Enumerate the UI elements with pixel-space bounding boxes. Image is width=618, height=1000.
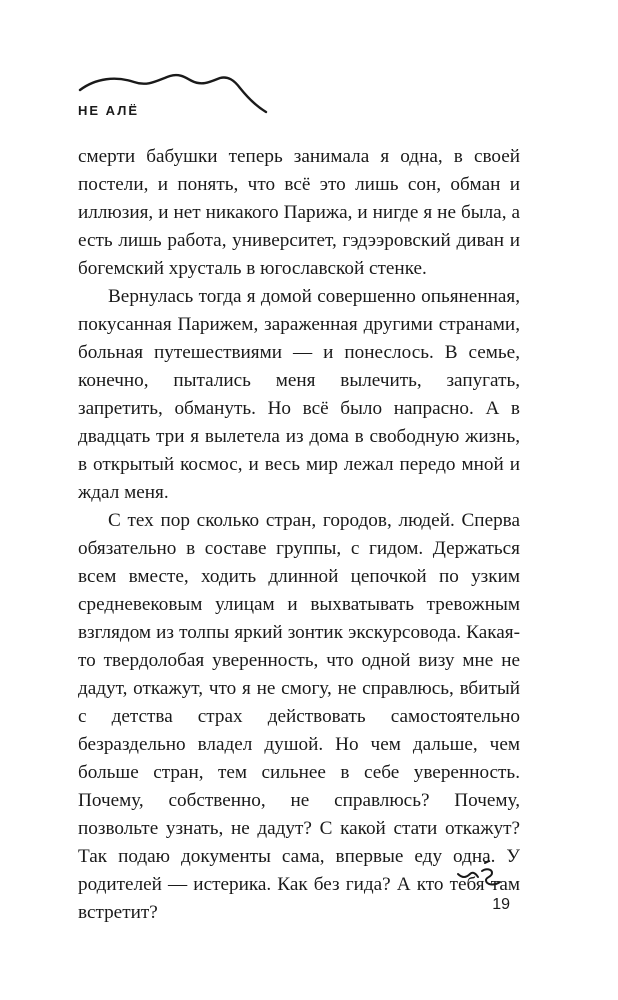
squiggle-ornament-icon [456, 858, 504, 890]
paragraph: С тех пор сколько стран, городов, людей. Сперва обязательно в составе группы, с гидом. Держаться всем вместе, ходить длинной цепочкой по узким средневековым улицам и выхватывать тревожным взглядом из толпы яркий зонтик экскурсовода. Какая-то твердолобая уверенность, что одной визу мне не дадут, откажут, что я не смогу, не справлюсь, вбитый с детства страх действовать самостоятельно безраздельно владел душой. Но чем дальше, чем больше стран, тем сильнее в себе уверенность. Почему, собственно, не справлюсь? Почему, позвольте узнать, не дадут? С какой стати откажут? Так подаю документы сама, впервые еду одна. У родителей — истерика. Как без гида? А кто тебя там встретит? [78, 510, 520, 923]
paragraph: Вернулась тогда я домой совершенно опьяненная, покусанная Парижем, зараженная другими странами, больная путешествиями — и понеслось. В семье, конечно, пытались меня вылечить, запугать, запретить, обмануть. Но всё было напрасно. А в двадцать три я вылетела из дома в свободную жизнь, в открытый космос, и весь мир лежал передо мной и ждал меня. [78, 286, 520, 503]
page-number: 19 [492, 896, 510, 913]
body-text [78, 143, 520, 927]
paragraph: смерти бабушки теперь занимала я одна, в своей постели, и понять, что всё это лишь сон, обман и иллюзия, и нет никакого Парижа, и нигде я не была, а есть лишь работа, университет, гэдээровский диван и богемский хрусталь в югославской стенке. [78, 146, 520, 279]
running-title: НЕ АЛЁ [78, 103, 140, 118]
